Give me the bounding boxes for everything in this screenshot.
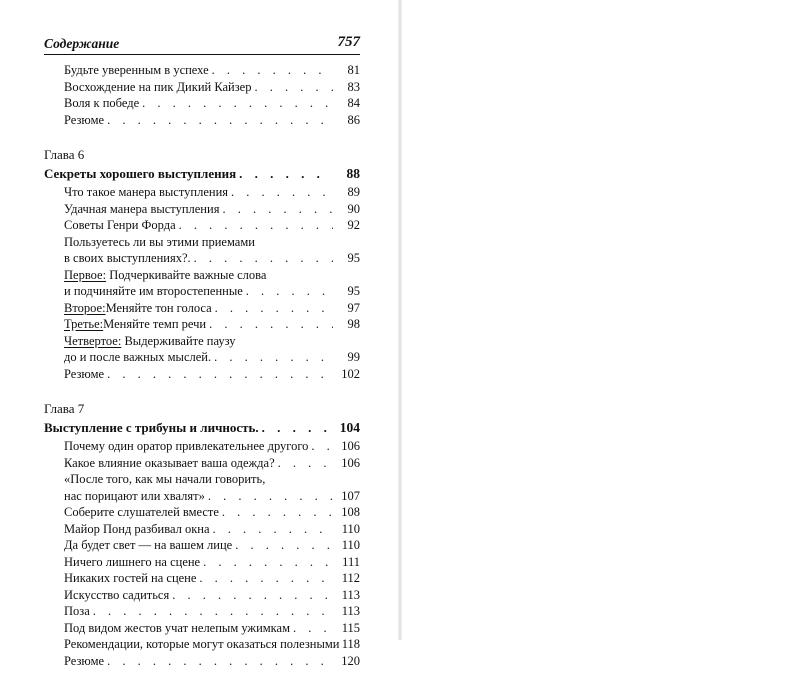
chapter-title-row[interactable] — [44, 165, 360, 182]
entry-page-number: 110 — [341, 538, 360, 552]
toc-line — [64, 267, 336, 284]
toc-line-last — [44, 419, 330, 436]
dot-leader — [172, 587, 333, 604]
toc-line-last — [64, 316, 336, 333]
dot-leader — [262, 419, 327, 436]
toc-entry[interactable] — [44, 234, 360, 267]
entry-title-text: Резюме — [64, 366, 105, 381]
entry-page-number: 95 — [347, 251, 360, 265]
entry-page-number: 86 — [347, 112, 360, 127]
right-page — [400, 0, 800, 640]
entry-page-number: 111 — [342, 554, 360, 569]
toc-line-last — [64, 112, 336, 129]
toc-group — [44, 184, 360, 382]
toc-line-last — [64, 201, 336, 218]
entry-page-number: 98 — [347, 317, 360, 331]
toc-entry[interactable] — [44, 201, 360, 218]
toc-entry[interactable] — [44, 95, 360, 112]
entry-title-text: Секреты хорошего выступления — [44, 166, 237, 181]
dot-leader — [107, 653, 333, 670]
entry-title-text: Что такое манера выступления — [64, 185, 229, 199]
dot-leader — [213, 521, 333, 538]
toc-line-last — [44, 165, 330, 182]
dot-leader — [203, 554, 333, 571]
entry-page-number: 89 — [347, 185, 360, 199]
toc-line-last — [64, 653, 336, 670]
left-page — [0, 0, 400, 668]
entry-page-number: 106 — [341, 439, 360, 453]
toc-entry[interactable] — [44, 521, 360, 538]
toc-entry[interactable] — [44, 653, 360, 670]
dot-leader — [179, 217, 333, 234]
toc-group — [44, 62, 360, 128]
entry-page-number: 92 — [347, 218, 360, 232]
toc-entry[interactable] — [44, 184, 360, 201]
entry-page-number: 118 — [341, 637, 360, 651]
toc-line-last — [64, 587, 336, 604]
entry-title-text: Воля к победе — [64, 96, 140, 110]
entry-title-text: Почему один оратор привлекательнее другого — [64, 439, 309, 453]
toc-entry[interactable] — [44, 438, 360, 455]
entry-page-number: 90 — [347, 201, 360, 216]
dot-leader — [222, 201, 333, 218]
entry-title-text: Под видом жестов учат нелепым ужимкам — [64, 620, 291, 635]
toc-line-last — [64, 349, 336, 366]
toc-entry[interactable] — [44, 455, 360, 472]
entry-title-text: Соберите слушателей вместе — [64, 505, 219, 519]
dot-leader — [199, 570, 333, 587]
entry-title-text: Ничего лишнего на сцене — [64, 554, 201, 569]
chapter-label: Глава 6 — [44, 147, 85, 162]
toc-line-last — [64, 283, 336, 300]
entry-title-text: Выдерживайте паузу — [121, 333, 236, 348]
toc-line-last — [64, 620, 336, 637]
entry-title-text: Советы Генри Форда — [64, 218, 176, 232]
dot-leader — [278, 455, 333, 472]
entry-title-text: Майор Понд разбивал окна — [64, 521, 210, 536]
entry-title-text: Восхождение на пик Дикий Кайзер — [64, 79, 252, 94]
toc-entry[interactable] — [44, 620, 360, 637]
entry-title-text: Резюме — [64, 112, 105, 127]
dot-leader — [231, 184, 333, 201]
entry-title-text: нас порицают или хвалят» — [64, 488, 205, 503]
toc-entry[interactable] — [44, 587, 360, 604]
toc-entry[interactable] — [44, 267, 360, 300]
entry-page-number: 112 — [341, 571, 360, 585]
entry-title-text: Меняйте темп речи — [103, 317, 207, 331]
entry-title-text: Рекомендации, которые могут оказаться полезными — [64, 637, 340, 651]
entry-page-number: 107 — [341, 488, 360, 503]
entry-title-text: до и после важных мыслей. — [64, 350, 212, 364]
toc-entry[interactable] — [44, 62, 360, 79]
running-title: Содержание — [44, 36, 120, 51]
toc-line-last — [64, 521, 336, 538]
entry-page-number: 102 — [341, 366, 360, 381]
toc-line-last — [64, 504, 336, 521]
dot-leader — [107, 366, 333, 383]
toc-line-last — [64, 62, 336, 79]
entry-page-number: 108 — [341, 505, 360, 519]
toc-line-last — [64, 554, 336, 571]
dot-leader — [209, 316, 333, 333]
dot-leader — [215, 300, 333, 317]
entry-title-text: Резюме — [64, 653, 105, 668]
entry-page-number: 113 — [341, 604, 360, 618]
entry-title-text: Выступление с трибуны и личность. — [44, 420, 259, 435]
entry-page-number: 84 — [347, 96, 360, 110]
toc-left — [44, 56, 360, 669]
toc-line-last — [64, 184, 336, 201]
dot-leader — [208, 488, 333, 505]
entry-title-text: Будьте уверенным в успехе — [64, 63, 209, 77]
running-header — [44, 36, 360, 54]
toc-line-last — [64, 300, 336, 317]
entry-page-number: 99 — [347, 350, 360, 364]
toc-entry[interactable] — [44, 217, 360, 234]
toc-entry[interactable] — [44, 504, 360, 521]
entry-prefix: Первое: — [64, 267, 107, 282]
toc-line-last — [64, 455, 336, 472]
dot-leader — [293, 620, 333, 637]
toc-entry[interactable] — [44, 570, 360, 587]
dot-leader — [235, 537, 333, 554]
entry-title-text: Пользуетесь ли вы этими приемами — [64, 234, 255, 249]
toc-group — [44, 438, 360, 669]
toc-entry[interactable] — [44, 603, 360, 620]
toc-line — [64, 333, 336, 350]
entry-title-text: Какое влияние оказывает ваша одежда? — [64, 455, 275, 470]
toc-entry[interactable] — [44, 316, 360, 333]
toc-entry[interactable] — [44, 333, 360, 366]
entry-title-text: Меняйте тон голоса — [105, 300, 212, 315]
page-number: 757 — [337, 34, 360, 50]
entry-page-number: 81 — [347, 63, 360, 77]
toc-line-last — [64, 603, 336, 620]
toc-line-last — [64, 438, 336, 455]
toc-line-last — [64, 570, 336, 587]
dot-leader — [246, 283, 333, 300]
toc-entry[interactable] — [44, 636, 360, 653]
dot-leader — [93, 603, 333, 620]
toc-line — [64, 471, 336, 488]
entry-page-number: 120 — [341, 653, 360, 668]
entry-title-text: Никаких гостей на сцене — [64, 571, 197, 585]
toc-entry[interactable] — [44, 366, 360, 383]
dot-leader — [212, 62, 333, 79]
entry-page-number: 97 — [347, 300, 360, 315]
toc-line — [64, 234, 336, 251]
toc-entry[interactable] — [44, 300, 360, 317]
entry-page-number: 115 — [341, 620, 360, 635]
dot-leader — [222, 504, 333, 521]
entry-title-text: Подчеркивайте важные слова — [106, 267, 267, 282]
dot-leader — [107, 112, 333, 129]
toc-line-last — [64, 488, 336, 505]
entry-page-number: 88 — [346, 166, 360, 181]
dot-leader — [194, 250, 333, 267]
dot-leader — [142, 95, 333, 112]
toc-line-last — [64, 217, 336, 234]
toc-entry[interactable] — [44, 537, 360, 554]
header-rule — [44, 54, 360, 55]
entry-page-number: 110 — [341, 521, 360, 536]
entry-title-text: Поза — [64, 604, 90, 618]
dot-leader — [239, 165, 327, 182]
toc-entry[interactable] — [44, 471, 360, 504]
chapter-label: Глава 7 — [44, 401, 85, 416]
toc-entry[interactable] — [44, 112, 360, 129]
chapter-title-row[interactable] — [44, 419, 360, 436]
toc-line-last — [64, 250, 336, 267]
toc-line-last — [64, 366, 336, 383]
entry-prefix: Третье: — [64, 317, 104, 331]
dot-leader — [254, 79, 333, 96]
entry-title-text: «После того, как мы начали говорить, — [64, 472, 266, 486]
toc-line-last — [64, 636, 340, 653]
entry-page-number: 104 — [339, 420, 360, 435]
entry-title-text: Удачная манера выступления — [64, 201, 220, 216]
toc-entry[interactable] — [44, 79, 360, 96]
entry-title-text: Искусство садиться — [64, 587, 170, 602]
entry-title-text: и подчиняйте им второстепенные — [64, 284, 243, 298]
entry-page-number: 83 — [347, 79, 360, 94]
toc-line-last — [64, 537, 336, 554]
dot-leader — [311, 438, 333, 455]
entry-title-text: в своих выступлениях?. — [64, 251, 191, 265]
dot-leader — [214, 349, 333, 366]
entry-prefix: Второе: — [64, 300, 106, 315]
entry-page-number: 95 — [347, 284, 360, 298]
toc-line-last — [64, 79, 336, 96]
entry-prefix: Четвертое: — [64, 333, 122, 348]
entry-title-text: Да будет свет — на вашем лице — [64, 538, 233, 552]
toc-entry[interactable] — [44, 554, 360, 571]
entry-page-number: 106 — [341, 455, 360, 470]
toc-line-last — [64, 95, 336, 112]
entry-page-number: 113 — [341, 587, 360, 602]
